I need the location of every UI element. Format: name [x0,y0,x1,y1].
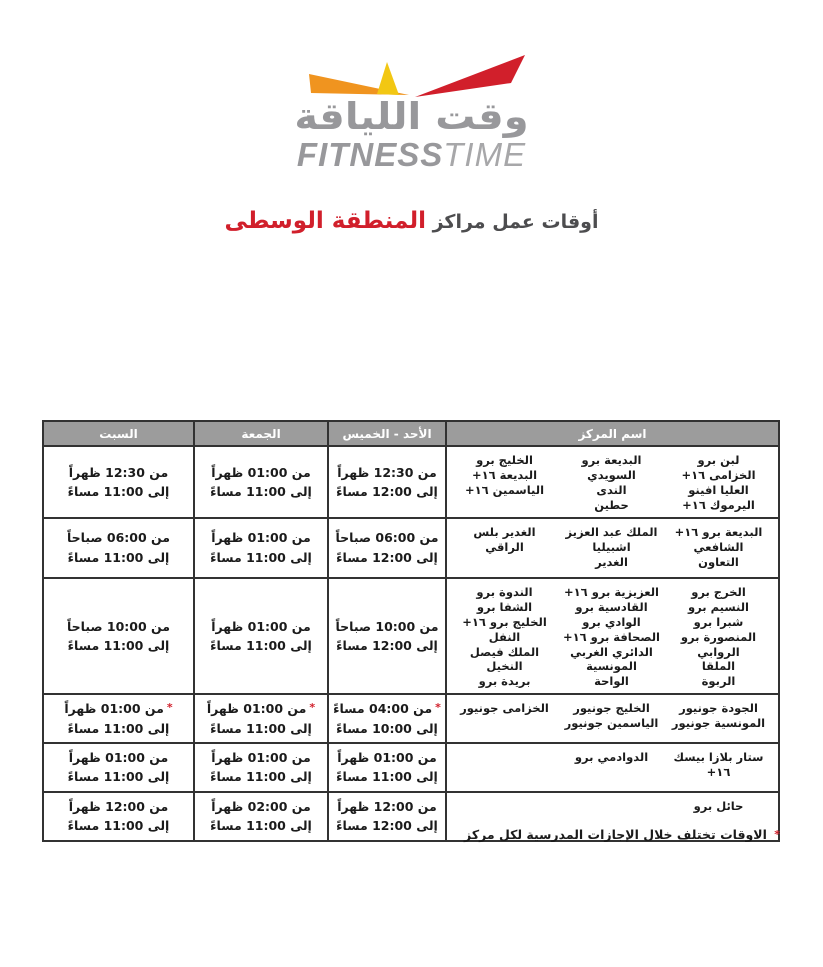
center-group [451,525,558,573]
time-from: من 01:00 ظهراً [211,464,311,480]
center-name: الندوة برو [476,584,533,599]
time-from-line [337,797,437,816]
asterisk-marker: * [309,701,316,715]
page-title [0,208,823,234]
cell-friday-hours [193,579,327,694]
time-to: إلى 11:00 مساءً [67,769,170,785]
time-to: إلى 10:00 مساءً [336,720,438,736]
time-from: من 01:00 ظهراً [211,750,311,766]
time-from: من 06:00 صباحاً [335,530,439,546]
time-from-line [69,748,169,767]
time-to-line [336,548,438,567]
table-row [44,742,778,791]
center-name: الشفا برو [476,599,533,614]
time-to-line [210,636,312,655]
time-to: إلى 11:00 مساءً [67,483,170,499]
cell-friday-hours [193,519,327,577]
center-group [665,701,772,738]
cell-center-names [445,447,778,517]
center-name: الندى [596,482,627,497]
time-to-line [210,767,312,786]
column-header-sun-thu: الأحد - الخميس [327,422,445,445]
time-from: من 01:00 ظهراً [68,750,169,766]
center-name: الغدير [595,554,628,569]
time-from: من 01:00 ظهراً [211,530,311,546]
time-to-line [210,719,312,738]
asterisk-marker: * [166,701,173,715]
center-name: الوادي برو [582,614,641,629]
center-group [558,525,665,573]
time-to: إلى 12:00 مساءً [336,483,438,499]
time-to-line [68,482,170,501]
center-name: الملقا [701,659,736,674]
time-from-line [211,797,311,816]
center-name: البديعة ١٦+ [471,467,538,482]
time-from-line [67,617,170,636]
time-to: إلى 11:00 مساءً [67,549,170,565]
footnote [42,827,780,842]
time-to: إلى 11:00 مساءً [67,638,170,654]
center-name: الخليج برو [476,453,533,467]
time-to-line [68,548,170,567]
time-to: إلى 11:00 مساءً [210,638,312,654]
time-from-line [211,617,311,636]
time-to: إلى 11:00 مساءً [210,769,312,785]
cell-center-names [445,695,778,742]
time-to-line [68,636,170,655]
time-to-line [336,767,438,786]
time-to-line [210,482,312,501]
center-group [665,585,772,690]
schedule-table [42,420,780,842]
time-from-line [207,699,315,718]
cell-saturday-hours [44,579,193,694]
center-name: النخيل [486,659,523,674]
center-name: اشبيليا [592,539,631,554]
center-name: القادسية برو [575,599,648,614]
time-to: إلى 11:00 مساءً [210,720,312,736]
center-name: الخليج برو ١٦+ [462,614,547,629]
asterisk-marker: * [435,701,441,715]
time-from: من 12:30 ظهراً [68,464,169,480]
logo-fitness-text: FITNESS [296,136,444,173]
time-to-line [336,482,438,501]
table-row [44,517,778,577]
fitness-time-logo [242,50,582,174]
center-group [451,701,558,738]
time-to: إلى 11:00 مساءً [67,818,170,834]
time-to: إلى 11:00 مساءً [336,769,438,785]
time-from: من 01:00 ظهراً [206,701,307,717]
center-name: الخليج جونيور [573,701,650,716]
column-header-friday: الجمعة [193,422,327,445]
center-name: لبن برو [697,453,740,467]
center-name: الروابي [697,644,740,659]
cell-center-names [445,579,778,694]
title-region-highlight: المنطقة الوسطى [224,208,426,234]
logo-time-text: TIME [443,136,527,173]
center-name: الدوادمي برو [574,750,649,765]
cell-friday-hours [193,695,327,742]
center-name: الياسمين ١٦+ [464,482,545,497]
center-group [665,750,772,787]
center-name: الغدير بلس [473,524,536,539]
center-name: الياسمين جونيور [564,716,659,731]
cell-saturday-hours [44,447,193,517]
time-to: إلى 12:00 مساءً [336,818,438,834]
center-name: السويدي [587,467,636,482]
center-name: الخزامى ١٦+ [681,467,756,482]
center-group [558,453,665,513]
center-name: المنصورة برو [680,629,757,644]
time-from: من 01:00 ظهراً [64,701,164,717]
center-name: حطين [594,497,629,512]
time-from: من 01:00 ظهراً [337,750,437,766]
center-group [558,750,665,787]
title-prefix: أوقات عمل مراكز [432,211,599,233]
table-row [44,693,778,742]
time-to-line [68,719,170,738]
time-to-line [336,719,438,738]
center-name: الدائري الغربي [570,644,653,659]
time-from-line [211,528,311,547]
center-group [451,750,558,787]
center-name: الملك فيصل [469,644,540,659]
center-name: النفل [488,629,521,644]
time-to: إلى 11:00 مساءً [210,549,312,565]
center-name: العزيزية برو ١٦+ [564,584,659,599]
center-group [558,585,665,690]
time-from-line [67,528,170,547]
time-from-line [211,748,311,767]
time-from: من 02:00 ظهراً [211,798,311,814]
time-to: إلى 11:00 مساءً [210,483,312,499]
time-from-line [211,463,311,482]
time-from: من 12:00 ظهراً [68,798,169,814]
center-name: المونسية [586,659,637,674]
time-from-line [335,528,438,547]
center-name: البديعة برو [581,453,642,467]
time-to: إلى 11:00 مساءً [210,818,312,834]
column-header-center-name: اسم المركز [445,422,778,445]
cell-sun-thu-hours [327,447,445,517]
time-from-line [333,699,441,718]
center-group [665,453,772,513]
time-to-line [68,767,170,786]
time-from: من 12:00 ظهراً [337,798,437,814]
center-name: المونسية جونيور [671,716,766,731]
column-header-saturday: السبت [44,422,193,445]
table-row [44,577,778,694]
cell-sun-thu-hours [327,744,445,791]
center-name: الخزامى جونيور [460,701,549,716]
cell-sun-thu-hours [327,695,445,742]
time-to: إلى 12:00 مساءً [336,638,438,654]
time-to-line [210,548,312,567]
time-to: إلى 11:00 مساءً [67,720,170,736]
center-name: النسيم برو [688,599,749,614]
time-from: من 04:00 مساءً [333,701,433,717]
center-group [451,585,558,690]
center-name: البديعة برو ١٦+ [674,524,763,539]
time-from: من 10:00 صباحاً [335,618,439,634]
center-name: الراقي [485,539,524,554]
time-from-line [337,748,437,767]
center-group [665,525,772,573]
time-from-line [64,699,172,718]
time-to: إلى 12:00 مساءً [336,549,438,565]
center-name: الخرج برو [691,584,746,599]
center-name: الربوة [701,674,736,689]
time-from-line [337,463,437,482]
center-name: شبرا برو [693,614,744,629]
center-name: الواحة [594,674,629,689]
time-from: من 06:00 صباحاً [66,530,171,546]
center-group [558,701,665,738]
cell-friday-hours [193,744,327,791]
time-from: من 12:30 ظهراً [337,464,437,480]
center-name: اليرموك ١٦+ [682,497,755,512]
center-name: العليا افينو [688,482,749,497]
center-group [451,453,558,513]
center-name: الشافعي [693,539,744,554]
logo-english-wordmark [242,136,582,174]
time-to-line [336,636,438,655]
cell-center-names [445,744,778,791]
table-row [44,445,778,517]
cell-saturday-hours [44,744,193,791]
logo-arabic-wordmark: وقت اللياقة [294,95,529,139]
center-name: بريدة برو [478,674,531,689]
cell-saturday-hours [44,695,193,742]
cell-saturday-hours [44,519,193,577]
cell-sun-thu-hours [327,519,445,577]
time-from: من 10:00 صباحاً [66,618,171,634]
center-name: التعاون [698,554,739,569]
center-name: حائل برو [693,798,744,813]
cell-sun-thu-hours [327,579,445,694]
center-name: الجودة جونيور [679,701,758,716]
time-from-line [69,463,169,482]
time-from: من 01:00 ظهراً [211,618,311,634]
cell-friday-hours [193,447,327,517]
footnote-text: الاوقات تختلف خلال الإجازات المدرسية لكل مركز [464,827,767,842]
table-header-row [44,422,778,445]
center-name: الصحافة برو ١٦+ [562,629,661,644]
cell-center-names [445,519,778,577]
time-from-line [69,797,169,816]
center-name: ستار بلازا بيسك ١٦+ [673,750,764,779]
time-from-line [335,617,438,636]
footnote-asterisk-marker: * [774,828,780,841]
center-name: الملك عبد العزيز [565,524,658,539]
